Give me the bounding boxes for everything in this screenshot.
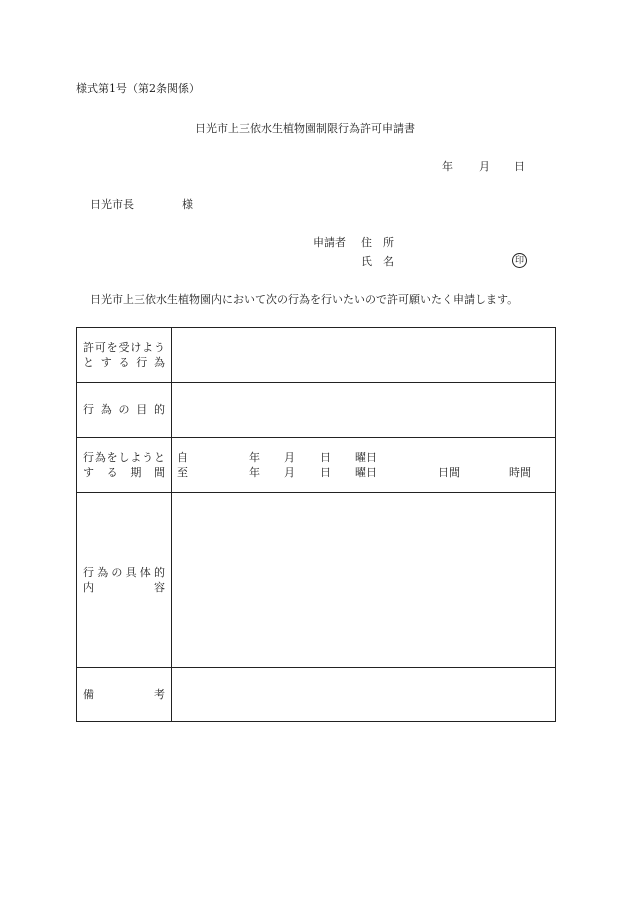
period-to-label: 至 [177,466,188,479]
period-from-label: 自 [177,451,188,464]
applicant-label: 申請者 [313,236,346,249]
from-year-label: 年 [249,451,260,464]
label-cell [77,438,172,492]
form-number: 様式第1号（第2条関係） [76,82,200,95]
row-label-line2: する期間 [83,466,165,479]
label-cell [77,328,172,382]
to-weekday-label: 曜日 [355,466,377,479]
name-label: 氏 名 [361,255,394,268]
to-day-label: 日 [320,466,331,479]
label-cell [77,383,172,437]
label-cell [77,493,172,667]
row-label-line1: 行為の具体的 [83,566,165,579]
document-title: 日光市上三依水生植物園制限行為許可申請書 [195,122,415,135]
to-year-label: 年 [249,466,260,479]
date-month-label: 月 [479,160,490,173]
row-label: 備考 [83,688,165,701]
to-month-label: 月 [284,466,295,479]
row-label-line1: 許可を受けよう [83,341,165,354]
application-table [76,327,556,722]
addressee-honorific: 様 [182,198,193,211]
from-weekday-label: 曜日 [355,451,377,464]
from-day-label: 日 [320,451,331,464]
table-row-details [77,493,555,668]
table-row-action [77,328,555,383]
date-day-label: 日 [514,160,525,173]
row-label-line2: とする行為 [83,356,165,369]
row-label-line1: 行為をしようと [83,451,165,464]
seal-mark: 印 [512,253,527,268]
label-cell [77,668,172,721]
table-row-purpose [77,383,555,438]
address-label: 住 所 [361,236,394,249]
table-row-period [77,438,555,493]
date-year-label: 年 [442,160,453,173]
days-unit-label: 日間 [438,466,460,479]
intro-text: 日光市上三依水生植物園内において次の行為を行いたいので許可願いたく申請します。 [90,293,519,306]
row-label-line2: 内容 [83,581,165,594]
table-row-remarks [77,668,555,721]
from-month-label: 月 [284,451,295,464]
row-label: 行為の目的 [83,403,165,416]
addressee-name: 日光市長 [90,198,134,211]
hours-unit-label: 時間 [509,466,531,479]
